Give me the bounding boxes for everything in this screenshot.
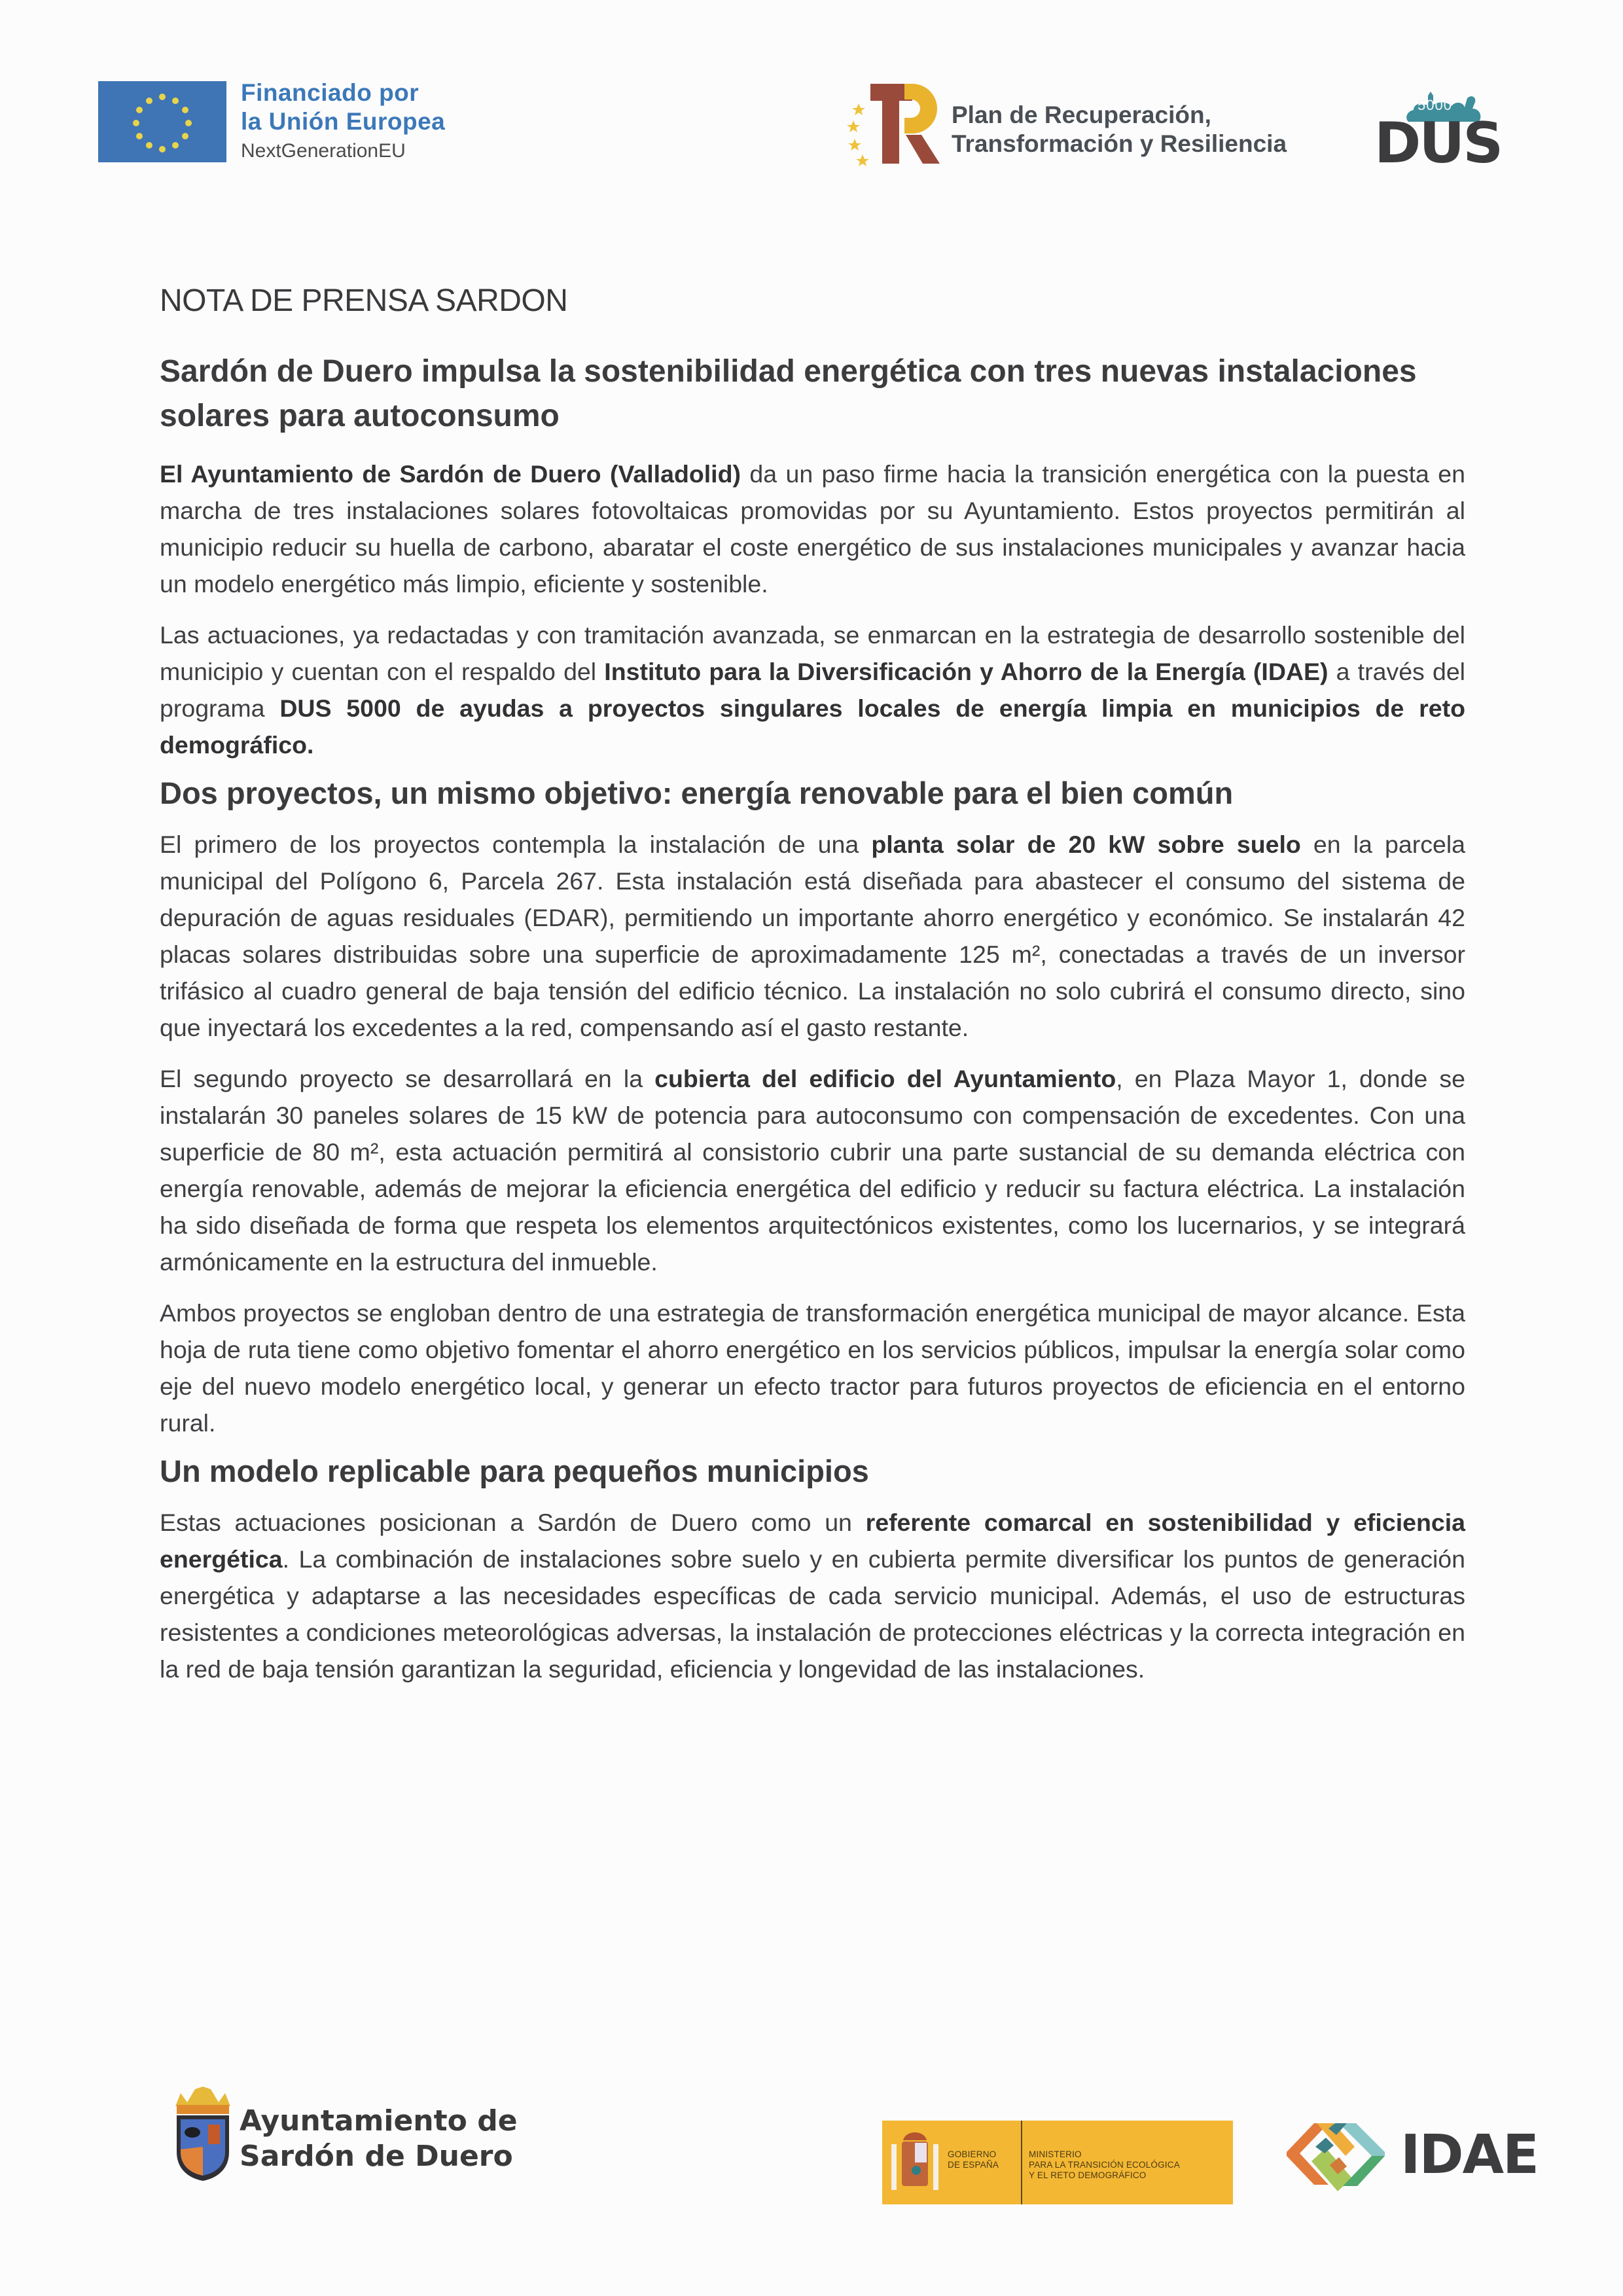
paragraph-text: Estas actuaciones posicionan a Sardón de Duero como un	[160, 1509, 866, 1536]
gov-line1: GOBIERNO	[948, 2149, 997, 2159]
bold-text: Instituto para la Diversificación y Ahorro de la Energía (IDAE)	[604, 658, 1329, 685]
section1-paragraph-1	[160, 826, 1465, 1046]
page-title: Sardón de Duero impulsa la sostenibilidad energética con tres nuevas instalaciones solares para autoconsumo	[160, 354, 1417, 433]
paragraph-text: El segundo proyecto se desarrollará en la	[160, 1065, 655, 1092]
section-heading-projects: Dos proyectos, un mismo objetivo: energía renovable para el bien común	[160, 776, 1234, 810]
town-council-logo	[171, 2087, 518, 2182]
ministry-line3: Y EL RETO DEMOGRÁFICO	[1029, 2170, 1147, 2180]
recovery-plan-line2: Transformación y Resiliencia	[952, 130, 1287, 157]
section-heading-replicable-model: Un modelo replicable para pequeños municipios	[160, 1454, 869, 1488]
eu-flag-icon	[98, 81, 226, 162]
bold-text: referente comarcal en sostenibilidad y eficiencia energética	[160, 1509, 1466, 1573]
section2-paragraph-1	[160, 1504, 1465, 1687]
paragraph-text: da un paso firme hacia la transición energética con la puesta en marcha de tres instalaciones solares fotovoltaicas promovidas por su Ayuntamiento. Estos proyectos permitirán al municipio reducir su huella de carbono, abaratar el coste energético de sus instalaciones municipales y avanzar hacia un modelo energético más limpio, eficiente y sostenible.	[160, 460, 1465, 598]
ministry-line1: MINISTERIO	[1029, 2149, 1082, 2159]
idae-woven-octagon-icon	[1274, 2113, 1398, 2198]
eu-logo-line2: la Unión Europea	[241, 108, 446, 135]
divider	[1021, 2121, 1022, 2204]
document-label: NOTA DE PRENSA SARDON	[160, 283, 568, 318]
idae-logo	[1274, 2113, 1538, 2198]
press-release-body	[160, 281, 1465, 1687]
paragraph-text: El primero de los proyectos contempla la instalación de una	[160, 831, 872, 858]
town-council-line2: Sardón de Duero	[240, 2140, 513, 2173]
recovery-plan-logo	[844, 77, 1287, 169]
dus-5000-logo	[1374, 73, 1505, 176]
spanish-coat-of-arms-icon	[882, 2121, 948, 2204]
paragraph-text: . La combinación de instalaciones sobre suelo y en cubierta permite diversificar los puntos de generación energética y adaptarse a las necesidades específicas de cada servicio municipal. Además, el uso de estructuras resistentes a condiciones meteorológicas adversas, la instalación de protecciones eléctricas y la correcta integración en la red de baja tensión garantizan la seguridad, eficiencia y longevidad de las instalaciones.	[160, 1545, 1465, 1683]
paragraph-text: , en Plaza Mayor 1, donde se instalarán 30 paneles solares de 15 kW de potencia para autoconsumo con compensación de excedentes. Con una superficie de 80 m², esta actuación permitirá al consistorio cubrir una parte sustancial de su demanda eléctrica con energía renovable, además de mejorar la eficiencia energética del edificio y reducir su factura eléctrica. La instalación ha sido diseñada de forma que respeta los elementos arquitectónicos existentes, como los lucernarios, y se integrará armónicamente en la estructura del inmueble.	[160, 1065, 1466, 1276]
tr-monogram-icon	[844, 77, 942, 169]
town-council-line1: Ayuntamiento de	[240, 2104, 518, 2138]
paragraph-text: Ambos proyectos se engloban dentro de una estrategia de transformación energética municipal de mayor alcance. Esta hoja de ruta tiene como objetivo fomentar el ahorro energético en los servicios públicos, impulsar la energía solar como eje del nuevo modelo energético local, y generar un efecto tractor para futuros proyectos de eficiencia en el entorno rural.	[160, 1299, 1465, 1437]
section1-paragraph-3	[160, 1295, 1465, 1441]
eu-logo-line1: Financiado por	[241, 79, 419, 106]
paragraph-text: Las actuaciones, ya redactadas y con tramitación avanzada, se enmarcan en la estrategia de desarrollo sostenible del municipio y cuentan con el respaldo del	[160, 621, 1465, 685]
ministry-line2: PARA LA TRANSICIÓN ECOLÓGICA	[1029, 2160, 1180, 2170]
dus-badge-number: 5000	[1418, 97, 1452, 113]
eu-logo-line3: NextGenerationEU	[241, 140, 406, 162]
paragraph-text: a través del programa	[160, 658, 1466, 722]
coat-of-arms-icon	[171, 2087, 234, 2182]
gov-line2: DE ESPAÑA	[948, 2160, 999, 2170]
idae-wordmark: IDAE	[1400, 2124, 1539, 2186]
recovery-plan-line1: Plan de Recuperación,	[952, 101, 1211, 128]
bold-text: planta solar de 20 kW sobre suelo	[871, 831, 1301, 858]
spanish-government-logo	[882, 2121, 1233, 2204]
bold-text: cubierta del edificio del Ayuntamiento	[654, 1065, 1116, 1092]
eu-funding-logo	[98, 81, 445, 165]
dus-wordmark: DUS	[1374, 111, 1502, 176]
intro-paragraph-2	[160, 617, 1465, 763]
bold-text: DUS 5000 de ayudas a proyectos singulares locales de energía limpia en municipios de reto demográfico.	[160, 694, 1465, 759]
paragraph-text: en la parcela municipal del Polígono 6, Parcela 267. Esta instalación está diseñada para abastecer el consumo del sistema de depuración de aguas residuales (EDAR), permitiendo un importante ahorro energético y económico. Se instalarán 42 placas solares distribuidas sobre una superficie de aproximadamente 125 m², conectadas a través de un inversor trifásico al cuadro general de baja tensión del edificio técnico. La instalación no solo cubrirá el consumo directo, sino que inyectará los excedentes a la red, compensando así el gasto restante.	[160, 831, 1466, 1041]
section1-paragraph-2	[160, 1060, 1465, 1280]
intro-paragraph-1	[160, 456, 1465, 602]
bold-text: El Ayuntamiento de Sardón de Duero (Valladolid)	[160, 460, 741, 488]
